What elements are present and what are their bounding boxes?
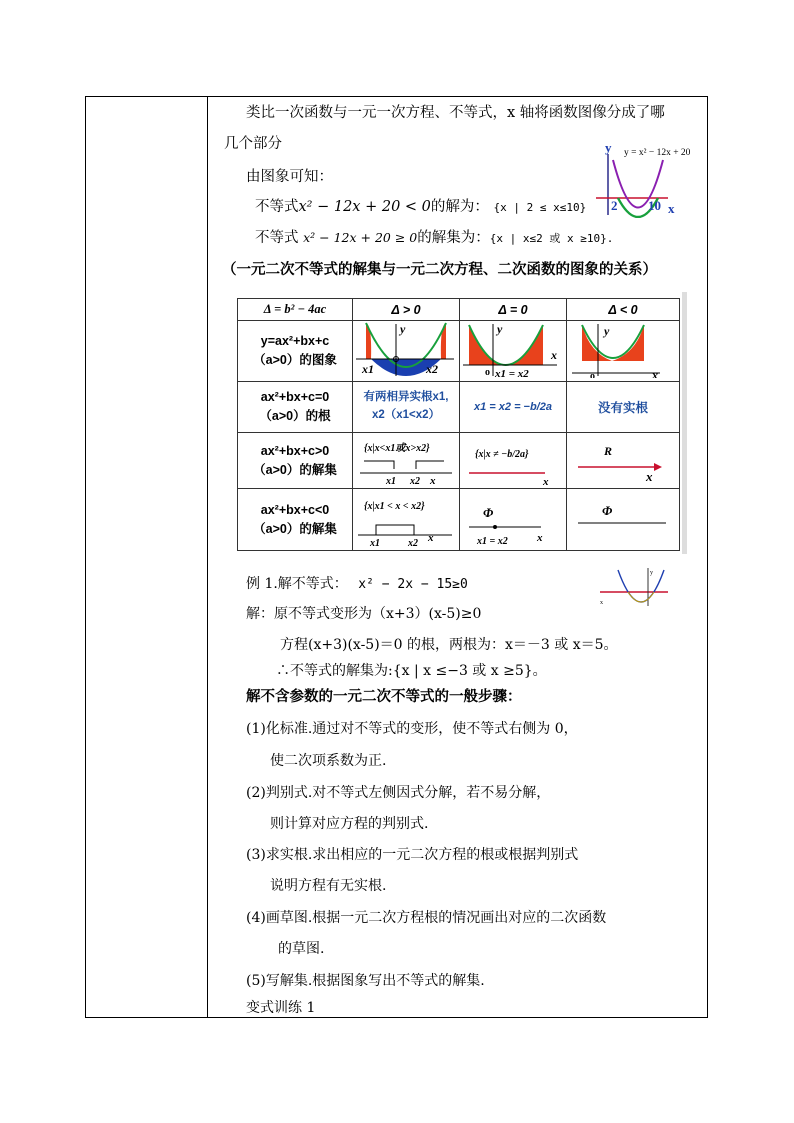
row-graph-line1: y=ax²+bx+c xyxy=(260,334,330,349)
ineq1-mid: 的解为： xyxy=(430,199,489,215)
lt-delta-positive xyxy=(353,489,460,551)
step-1b: 使二次项系数为正. xyxy=(270,753,387,769)
label-y: y xyxy=(400,322,406,336)
lt-pos-x1: x1 xyxy=(370,538,380,547)
roots-pos-line1: 有两相异实根x1, xyxy=(363,391,449,404)
gt-delta-negative-svg xyxy=(568,433,678,485)
header-delta-negative: Δ < 0 xyxy=(567,299,680,321)
lt-neg-set: Φ xyxy=(602,503,613,518)
step-3a: (3)求实根.求出相应的一元二次方程的根或根据判别式 xyxy=(246,847,579,863)
lt-delta-negative-svg xyxy=(568,489,678,547)
ineq1-prefix: 不等式 xyxy=(255,199,299,215)
variant-training: 变式训练 1 xyxy=(246,1000,316,1016)
row-label-lt xyxy=(238,489,353,551)
row-graph-line2: （a>0）的图象 xyxy=(253,353,337,367)
steps-title: 解不含参数的一元二次不等式的一般步骤： xyxy=(246,688,522,705)
label-x2: x2 xyxy=(426,362,438,376)
step-3b: 说明方程有无实根. xyxy=(270,878,387,894)
inequality-2 xyxy=(255,231,613,246)
intro-line-2: 几个部分 xyxy=(224,136,282,152)
graph1-root-2: 10 xyxy=(648,198,661,213)
from-graph-text: 由图象可知： xyxy=(246,169,333,185)
graph1-x-label: x xyxy=(668,201,675,216)
gt-neg-set: R xyxy=(604,444,613,458)
lt-zero-x: x xyxy=(537,532,543,544)
lt-zero-x1-eq-x2: x1 = x2 xyxy=(477,536,508,547)
label-x1-eq-x2: x1 = x2 xyxy=(495,368,529,378)
gt-delta-negative xyxy=(567,433,680,489)
label-x: x xyxy=(652,368,658,378)
graph1-equation: y = x² − 12x + 20 xyxy=(624,148,691,158)
gt-delta-positive xyxy=(353,433,460,489)
gt-delta-zero xyxy=(460,433,567,489)
lt-delta-negative xyxy=(567,489,680,551)
row-gt-line1: ax²+bx+c>0 xyxy=(260,443,330,458)
step-4b: 的草图. xyxy=(278,941,325,957)
lt-pos-bracket xyxy=(376,525,414,535)
example-1 xyxy=(246,577,468,591)
graph-delta-zero xyxy=(460,321,567,382)
table-scan-edge xyxy=(682,292,687,554)
relation-title: （一元二次不等式的解集与一元二次方程、二次函数的图象的关系） xyxy=(222,261,657,278)
graph1-root-1: 2 xyxy=(611,198,618,213)
solution-line-2: 方程(x+3)(x-5)＝0 的根，两根为：x＝－3 或 x＝5。 xyxy=(280,637,618,653)
graph-delta-positive xyxy=(353,321,460,382)
roots-pos-line2: x2（x1<x2） xyxy=(371,409,441,421)
label-y: y xyxy=(497,322,503,336)
row-roots-line1: ax²+bx+c=0 xyxy=(260,390,330,405)
inequality-1 xyxy=(255,200,586,215)
header-discriminant: Δ = b² − 4ac xyxy=(238,299,353,321)
parabola-graph-2 xyxy=(598,566,670,608)
graph2-x-label: x xyxy=(600,600,603,606)
column-divider xyxy=(207,97,208,1017)
graph-delta-positive-svg xyxy=(354,321,458,378)
gt-pos-right-bracket xyxy=(416,461,444,469)
ineq2-expr: x² − 12x + 20 ≥ 0 xyxy=(303,230,418,245)
gt-pos-x: x xyxy=(430,475,436,485)
gt-zero-set: {x|x ≠ −b/2a} xyxy=(475,449,529,460)
lt-delta-zero-svg xyxy=(461,489,565,547)
label-x1: x1 xyxy=(362,362,374,376)
label-o: o xyxy=(590,371,595,378)
parabola-graph-1 xyxy=(596,140,706,218)
arrow-head xyxy=(654,463,662,471)
solution-line-3: ∴不等式的解集为:{x | x ≤−3 或 x ≥5}。 xyxy=(276,663,547,679)
gt-pos-set: {x|x<x1或x>x2} xyxy=(364,443,430,454)
lt-pos-set: {x|x1 < x < x2} xyxy=(364,501,425,512)
row-lt-line1: ax²+bx+c<0 xyxy=(260,502,330,517)
lt-pos-x2: x2 xyxy=(408,538,418,547)
gt-zero-x: x xyxy=(543,476,549,485)
ineq2-prefix: 不等式 xyxy=(255,230,299,246)
step-4a: (4)画草图.根据一元二次方程根的情况画出对应的二次函数 xyxy=(246,910,607,926)
gt-pos-x1: x1 xyxy=(386,476,396,485)
graph2-curve xyxy=(618,570,664,602)
row-roots-line2: （a>0）的根 xyxy=(259,409,331,423)
summary-table xyxy=(237,298,687,554)
header-delta-zero: Δ = 0 xyxy=(460,299,567,321)
row-label-gt xyxy=(238,433,353,489)
ineq2-solution: {x | x≤2 或 x ≥10}. xyxy=(489,232,614,245)
red-right-region xyxy=(505,325,543,365)
step-2a: (2)判别式.对不等式左侧因式分解，若不易分解， xyxy=(246,785,551,801)
label-y: y xyxy=(604,324,610,338)
example-title: 例 1.解不等式： xyxy=(246,576,348,592)
ineq1-solution: {x | 2 ≤ x≤10} xyxy=(493,201,587,214)
lt-delta-zero xyxy=(460,489,567,551)
graph2-y-label: y xyxy=(650,570,653,576)
lt-pos-x: x xyxy=(428,532,434,544)
intro-line-1: 类比一次函数与一元一次方程、不等式，x 轴将函数图像分成了哪 xyxy=(246,105,665,121)
lt-delta-positive-svg xyxy=(354,489,458,547)
graph2-lower-arc xyxy=(628,592,654,602)
solution-line-1: 解：原不等式变形为（x+3）(x-5)≥0 xyxy=(246,606,482,622)
graph-delta-negative-svg xyxy=(568,321,678,378)
step-1a: (1)化标准.通过对不等式的变形，使不等式右侧为 0， xyxy=(246,721,578,737)
step-5: (5)写解集.根据图象写出不等式的解集. xyxy=(246,973,485,989)
row-label-roots xyxy=(238,382,353,433)
gt-delta-positive-svg xyxy=(354,433,458,485)
gt-delta-zero-svg xyxy=(461,433,565,485)
step-2b: 则计算对应方程的判别式. xyxy=(270,816,429,832)
roots-delta-zero: x1 = x2 = −b/2a xyxy=(460,382,567,433)
graph-delta-zero-svg xyxy=(461,321,565,378)
ineq1-expr: x² − 12x + 20 < 0 xyxy=(298,199,431,215)
row-label-graph xyxy=(238,321,353,382)
graph1-y-label: y xyxy=(605,140,612,155)
label-x: x xyxy=(551,348,557,362)
row-lt-line2: （a>0）的解集 xyxy=(253,521,337,536)
ineq2-mid: 的解集为： xyxy=(417,230,490,246)
header-delta-positive: Δ > 0 xyxy=(353,299,460,321)
label-o: o xyxy=(485,367,490,378)
lt-zero-set: Φ xyxy=(483,505,494,520)
gt-pos-left-bracket xyxy=(364,461,394,469)
gt-neg-x: x xyxy=(646,469,653,484)
roots-delta-positive xyxy=(353,382,460,433)
roots-delta-negative: 没有实根 xyxy=(567,382,680,433)
gt-pos-x2: x2 xyxy=(410,476,420,485)
example-expr: x² − 2x − 15≥0 xyxy=(358,577,468,592)
root-point xyxy=(493,525,497,529)
red-right-region xyxy=(612,325,644,361)
row-gt-line2: （a>0）的解集 xyxy=(253,462,337,477)
graph-delta-negative xyxy=(567,321,680,382)
